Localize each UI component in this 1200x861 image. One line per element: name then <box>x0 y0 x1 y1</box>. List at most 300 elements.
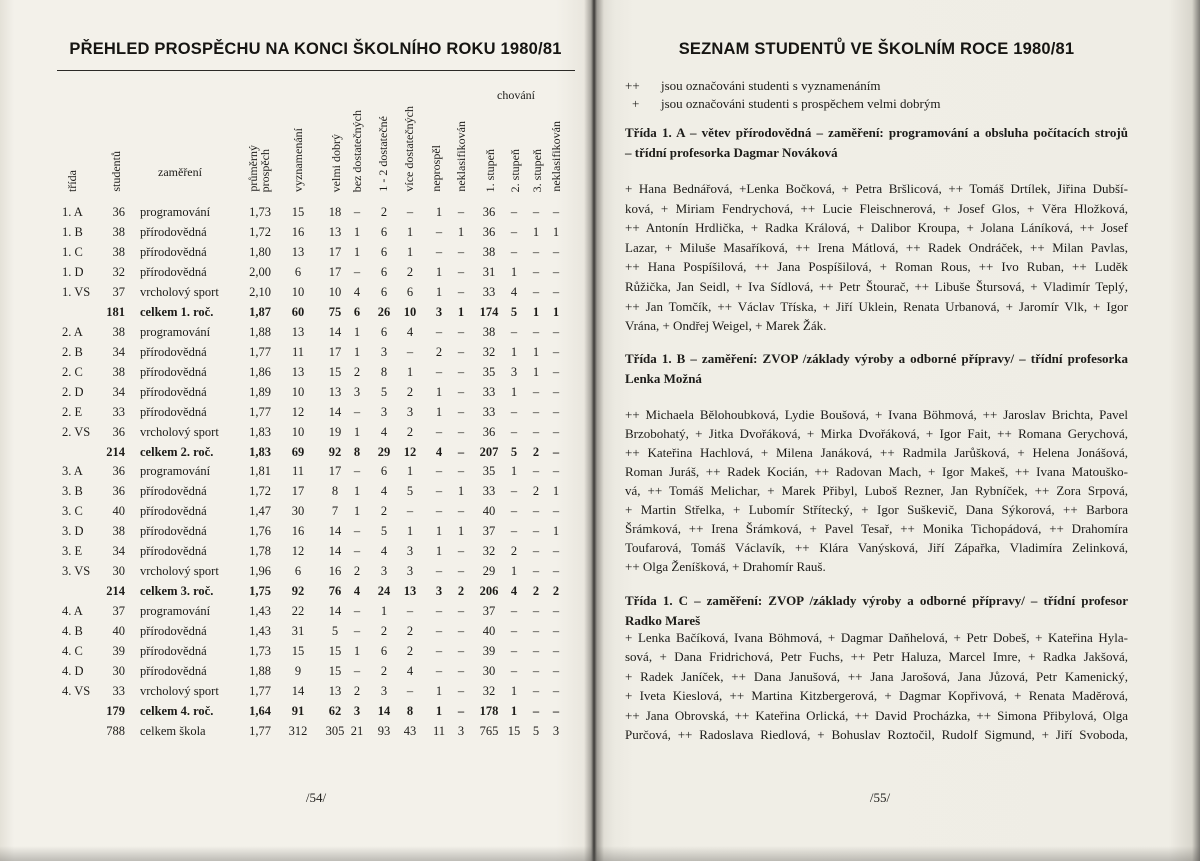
value-cell: 14 <box>328 544 342 559</box>
field-cell: přírodovědná <box>140 384 207 399</box>
value-cell: 3 <box>552 723 560 738</box>
value-cell: – <box>532 544 540 559</box>
column-header: neklasifikován <box>549 121 563 192</box>
value-cell: – <box>510 644 518 659</box>
value-cell: – <box>552 564 560 579</box>
student-list-line: + Radek Janíček, ++ Dana Janušová, ++ Jana Jarošová, Jana Jůzová, Petr Kamenický, <box>625 668 1128 684</box>
value-cell: 312 <box>288 723 308 738</box>
value-cell: 15 <box>507 723 521 738</box>
value-cell: 2 <box>380 205 388 219</box>
value-cell: 30 <box>482 664 496 679</box>
value-cell: – <box>457 424 465 439</box>
value-cell: 37 <box>482 604 496 619</box>
value-cell: 1 <box>353 324 361 339</box>
value-cell: – <box>510 244 518 259</box>
value-cell: – <box>532 205 540 219</box>
value-cell: – <box>353 404 361 419</box>
field-cell: programování <box>140 324 211 339</box>
page-title: PŘEHLED PROSPĚCHU NA KONCI ŠKOLNÍHO ROKU 1980/81 <box>69 40 562 58</box>
value-cell: – <box>435 364 443 379</box>
value-cell: 1 <box>457 224 465 239</box>
value-cell: 3 <box>435 584 443 599</box>
value-cell: 3 <box>380 684 388 699</box>
value-cell: 69 <box>291 444 305 459</box>
value-cell: 1 <box>510 704 518 718</box>
value-cell: 9 <box>294 664 302 679</box>
field-cell: přírodovědná <box>140 264 207 279</box>
value-cell: 1 <box>353 504 361 519</box>
value-cell: 1 <box>552 484 560 499</box>
student-list-line: + Martin Střelka, + Lubomír Střítecký, + Igor Suškevič, Dana Sýkorová, ++ Barbora <box>625 502 1128 517</box>
value-cell: 13 <box>291 244 305 259</box>
value-cell: – <box>510 424 518 439</box>
value-cell: 3 <box>353 704 361 718</box>
class-cell: 1. D <box>62 264 84 279</box>
column-header: 1 - 2 dostatečné <box>376 116 390 192</box>
value-cell: – <box>435 504 443 519</box>
value-cell: – <box>532 244 540 259</box>
value-cell: 1 <box>353 484 361 499</box>
students-cell: 40 <box>112 624 125 639</box>
value-cell: 15 <box>291 644 305 659</box>
value-cell: 2 <box>380 624 388 639</box>
value-cell: 37 <box>482 524 496 539</box>
column-header: studentů <box>109 151 123 192</box>
value-cell: 3 <box>510 364 518 379</box>
student-list-line: ++ Kateřina Hachlová, + Milena Janáková, ++ Radmila Jarůšková, + Helena Jonášová, <box>625 445 1128 460</box>
table-row <box>0 302 594 322</box>
section-heading-line: Lenka Možná <box>625 370 702 386</box>
value-cell: 1,77 <box>249 723 271 738</box>
student-list-line: vá, ++ Tomáš Melichar, + Marek Přibyl, Luboš Rezner, Jan Rybníček, ++ Zora Srpová, <box>625 483 1128 498</box>
field-cell: přírodovědná <box>140 544 207 559</box>
value-cell: 13 <box>291 324 305 339</box>
value-cell: 1 <box>510 564 518 579</box>
column-group-header: chování <box>497 88 535 102</box>
students-cell: 38 <box>112 224 125 239</box>
value-cell: – <box>435 484 443 499</box>
value-cell: – <box>457 205 465 219</box>
value-cell: 17 <box>328 464 342 479</box>
value-cell: 1,75 <box>249 584 271 599</box>
value-cell: 1 <box>380 604 388 619</box>
students-cell: 179 <box>106 704 125 718</box>
value-cell: 76 <box>328 584 342 599</box>
value-cell: 12 <box>403 444 417 459</box>
value-cell: 6 <box>380 464 388 479</box>
value-cell: 1 <box>435 524 443 539</box>
value-cell: 15 <box>328 364 342 379</box>
value-cell: – <box>552 404 560 419</box>
value-cell: 2 <box>380 664 388 679</box>
students-cell: 36 <box>112 484 125 499</box>
value-cell: 11 <box>291 344 305 359</box>
value-cell: 1 <box>353 644 361 659</box>
value-cell: 2 <box>552 584 560 599</box>
table-row <box>0 322 594 342</box>
legend-mark: + <box>632 96 640 111</box>
value-cell: 17 <box>328 264 342 279</box>
value-cell: 29 <box>377 444 391 459</box>
value-cell: 7 <box>331 504 339 519</box>
value-cell: 33 <box>482 484 496 499</box>
student-list-line: ková, + Miriam Fendrychová, ++ Lucie Fleischnerová, + Josef Glos, + Věra Hložková, <box>625 200 1128 216</box>
student-list-line: Růžička, Jan Seidl, + Iva Sídlová, ++ Petr Štourač, ++ Libuše Štursová, + Vladimír Teplý, <box>625 279 1128 294</box>
value-cell: 16 <box>291 524 305 539</box>
value-cell: 2 <box>353 684 361 699</box>
value-cell: 60 <box>291 304 305 319</box>
value-cell: – <box>457 684 465 699</box>
value-cell: 10 <box>328 284 342 299</box>
value-cell: – <box>435 664 443 679</box>
value-cell: – <box>532 664 540 679</box>
value-cell: – <box>532 264 540 279</box>
value-cell: 1,64 <box>249 704 271 718</box>
value-cell: – <box>457 284 465 299</box>
value-cell: – <box>435 424 443 439</box>
page-number: /55/ <box>869 790 891 805</box>
student-list-line: ++ Jan Tomčík, ++ Václav Tříska, + Jiří Uklein, Renata Urbanová, + Jaromír Vlk, + Igor <box>625 298 1128 314</box>
value-cell: 1,87 <box>249 304 271 319</box>
value-cell: 2 <box>406 644 414 659</box>
student-list-line: ++ Antonín Hrdlička, + Radka Králová, + Dalibor Kroupa, + Jolana Láníková, ++ Josef <box>625 220 1128 236</box>
class-cell: 2. A <box>62 324 83 339</box>
class-cell: 3. D <box>62 524 84 539</box>
field-cell: přírodovědná <box>140 344 207 359</box>
students-cell: 33 <box>112 684 125 699</box>
value-cell: 36 <box>482 424 496 439</box>
student-list-line: sová, + Dana Fridrichová, Petr Fuchs, ++ Petr Haluza, Marcel Imre, + Radka Jakšová, <box>625 649 1128 665</box>
value-cell: 2 <box>353 364 361 379</box>
gutter-shadow <box>584 0 604 861</box>
class-cell: 2. B <box>62 344 83 359</box>
value-cell: – <box>457 644 465 659</box>
value-cell: – <box>457 604 465 619</box>
value-cell: – <box>406 604 414 619</box>
student-list-line: Šrámková, ++ Irena Šrámková, + Pavel Tesař, ++ Monika Tichopádová, ++ Drahomíra <box>625 521 1128 536</box>
value-cell: – <box>532 504 540 519</box>
value-cell: – <box>435 244 443 259</box>
class-cell: 2. VS <box>62 424 91 439</box>
value-cell: 2 <box>457 584 465 599</box>
student-list-line: + Hana Bednářová, +Lenka Bočková, + Petra Bršlicová, ++ Tomáš Drtílek, Jiřina Dubší- <box>625 181 1128 196</box>
value-cell: 5 <box>510 444 518 459</box>
value-cell: – <box>552 464 560 479</box>
value-cell: 2 <box>406 264 414 279</box>
value-cell: 1,72 <box>249 484 271 499</box>
value-cell: 3 <box>380 404 388 419</box>
value-cell: 10 <box>291 424 305 439</box>
value-cell: 1,47 <box>249 504 271 519</box>
value-cell: 8 <box>331 484 339 499</box>
value-cell: – <box>406 684 414 699</box>
field-cell: přírodovědná <box>140 524 207 539</box>
value-cell: 6 <box>380 264 388 279</box>
value-cell: 24 <box>377 584 391 599</box>
value-cell: – <box>435 224 443 239</box>
value-cell: 1 <box>435 684 443 699</box>
value-cell: 1 <box>406 464 414 479</box>
student-list-line: ++ Michaela Bělohoubková, Lydie Boušová, + Ivana Böhmová, ++ Jaroslav Brichta, Pavel <box>625 407 1128 422</box>
value-cell: 2,00 <box>249 264 271 279</box>
value-cell: 1 <box>457 304 465 319</box>
class-cell: 3. VS <box>62 564 91 579</box>
table-row <box>0 701 594 721</box>
value-cell: 1,77 <box>249 404 271 419</box>
value-cell: 2 <box>532 584 540 599</box>
value-cell: – <box>552 684 560 699</box>
value-cell: 3 <box>406 564 414 579</box>
value-cell: – <box>353 464 361 479</box>
value-cell: – <box>457 504 465 519</box>
value-cell: 1,88 <box>249 324 271 339</box>
column-header: třída <box>65 170 79 192</box>
value-cell: 1 <box>457 524 465 539</box>
value-cell: 2 <box>435 344 443 359</box>
right-page <box>594 0 1200 861</box>
value-cell: 40 <box>482 624 496 639</box>
students-cell: 34 <box>112 384 125 399</box>
value-cell: – <box>552 384 560 399</box>
field-cell: přírodovědná <box>140 244 207 259</box>
table-row <box>0 521 594 541</box>
students-cell: 37 <box>112 604 125 619</box>
table-row <box>0 721 594 741</box>
value-cell: 1 <box>552 304 560 319</box>
value-cell: 206 <box>479 584 499 599</box>
value-cell: – <box>457 384 465 399</box>
students-cell: 32 <box>112 264 125 279</box>
value-cell: – <box>353 544 361 559</box>
value-cell: 3 <box>435 304 443 319</box>
value-cell: 6 <box>380 244 388 259</box>
value-cell: 1 <box>532 304 540 319</box>
legend-text: jsou označováni studenti s prospěchem velmi dobrým <box>661 96 941 111</box>
value-cell: 14 <box>328 524 342 539</box>
value-cell: 92 <box>291 584 305 599</box>
value-cell: 38 <box>482 244 496 259</box>
value-cell: 1 <box>510 384 518 399</box>
students-cell: 38 <box>112 244 125 259</box>
value-cell: 92 <box>328 444 342 459</box>
value-cell: – <box>510 404 518 419</box>
value-cell: – <box>532 384 540 399</box>
column-header: velmi dobrý <box>329 133 343 192</box>
value-cell: 6 <box>294 264 302 279</box>
value-cell: 2 <box>353 564 361 579</box>
value-cell: – <box>552 444 560 459</box>
student-list-line: ++ Olga Ženíšková, + Drahomír Rauš. <box>625 559 826 574</box>
value-cell: 1 <box>435 205 443 219</box>
column-header: průměrný <box>246 145 260 192</box>
value-cell: 6 <box>380 284 388 299</box>
value-cell: 1 <box>406 244 414 259</box>
field-cell: vrcholový sport <box>140 564 219 579</box>
value-cell: 1 <box>552 524 560 539</box>
value-cell: – <box>532 464 540 479</box>
value-cell: – <box>406 205 414 219</box>
value-cell: 4 <box>380 544 388 559</box>
value-cell: – <box>552 364 560 379</box>
field-cell: programování <box>140 604 211 619</box>
students-cell: 214 <box>106 584 125 599</box>
page-title: SEZNAM STUDENTŮ VE ŠKOLNÍM ROCE 1980/81 <box>678 40 1075 58</box>
field-cell: vrcholový sport <box>140 284 219 299</box>
students-cell: 30 <box>112 564 125 579</box>
value-cell: 22 <box>291 604 305 619</box>
value-cell: – <box>552 264 560 279</box>
student-list-line: ++ Jana Obrovská, ++ Kateřina Orlická, ++ David Procházka, ++ Simona Přibylová, Olga <box>625 707 1128 723</box>
class-cell: 2. D <box>62 384 84 399</box>
value-cell: – <box>552 324 560 339</box>
field-cell: celkem 2. roč. <box>140 444 214 459</box>
value-cell: 17 <box>291 484 305 499</box>
value-cell: 1 <box>532 344 540 359</box>
value-cell: – <box>510 524 518 539</box>
value-cell: 3 <box>380 564 388 579</box>
title-rule <box>57 70 575 71</box>
field-cell: celkem škola <box>140 723 206 738</box>
value-cell: 2 <box>532 444 540 459</box>
value-cell: 6 <box>380 324 388 339</box>
value-cell: – <box>353 604 361 619</box>
value-cell: 11 <box>291 464 305 479</box>
value-cell: 1,78 <box>249 544 271 559</box>
table-row <box>0 282 594 302</box>
field-cell: přírodovědná <box>140 644 207 659</box>
value-cell: 18 <box>328 205 342 219</box>
student-list-line: Roman Juráš, ++ Radek Kocián, ++ Radovan Mach, + Igor Makeš, ++ Ivana Matouško- <box>625 464 1128 479</box>
value-cell: 5 <box>380 384 388 399</box>
table-row <box>0 541 594 561</box>
value-cell: 1,80 <box>249 244 271 259</box>
field-cell: přírodovědná <box>140 364 207 379</box>
class-cell: 4. D <box>62 664 84 679</box>
value-cell: 1,88 <box>249 664 271 679</box>
table-row <box>0 422 594 442</box>
value-cell: 2 <box>406 624 414 639</box>
value-cell: 12 <box>291 404 305 419</box>
student-list-line: + Iveta Kieslová, ++ Martina Kitzbergerová, + Dagmar Kopřivová, + Renata Maděrová, <box>625 688 1128 704</box>
value-cell: 1,96 <box>249 564 271 579</box>
value-cell: – <box>510 324 518 339</box>
value-cell: – <box>552 624 560 639</box>
value-cell: – <box>353 205 361 219</box>
student-list-line: Toufarová, Tomáš Václavík, ++ Klára Vanýsková, Jiří Zápařka, Vladimíra Zelinková, <box>625 540 1128 555</box>
value-cell: – <box>552 664 560 679</box>
value-cell: – <box>532 704 540 718</box>
value-cell: – <box>510 205 518 219</box>
value-cell: – <box>510 504 518 519</box>
student-list-line: Vrána, + Ondřej Weigel, + Marek Žák. <box>625 318 827 334</box>
value-cell: 207 <box>479 444 499 459</box>
value-cell: – <box>457 324 465 339</box>
page-number: /54/ <box>305 790 327 805</box>
value-cell: – <box>353 624 361 639</box>
value-cell: – <box>435 564 443 579</box>
value-cell: 1,83 <box>249 424 271 439</box>
value-cell: 13 <box>328 384 342 399</box>
column-header: neprospěl <box>429 145 443 192</box>
value-cell: 1,77 <box>249 344 271 359</box>
value-cell: 13 <box>403 584 417 599</box>
class-cell: 4. A <box>62 604 83 619</box>
table-row <box>0 382 594 402</box>
value-cell: 5 <box>510 304 518 319</box>
value-cell: 1 <box>435 704 443 718</box>
value-cell: 14 <box>328 404 342 419</box>
value-cell: 1,81 <box>249 464 271 479</box>
column-header: zaměření <box>158 165 202 179</box>
value-cell: – <box>435 624 443 639</box>
table-row <box>0 262 594 282</box>
value-cell: 33 <box>482 404 496 419</box>
value-cell: 8 <box>353 444 361 459</box>
value-cell: – <box>510 624 518 639</box>
value-cell: 178 <box>479 704 499 718</box>
students-cell: 34 <box>112 544 125 559</box>
field-cell: celkem 3. roč. <box>140 584 214 599</box>
value-cell: – <box>532 684 540 699</box>
value-cell: 75 <box>328 304 342 319</box>
student-list-line: Purčová, ++ Radoslava Riedlová, + Bohuslav Roztočil, Rudolf Sigmund, + Jiří Svoboda, <box>625 727 1128 742</box>
column-header: 1. stupeň <box>483 148 497 192</box>
value-cell: 2,10 <box>249 284 271 299</box>
value-cell: 3 <box>406 404 414 419</box>
table-row <box>0 222 594 242</box>
value-cell: 4 <box>406 664 414 679</box>
value-cell: 93 <box>377 723 391 738</box>
students-cell: 30 <box>112 664 125 679</box>
table-row <box>0 661 594 681</box>
value-cell: 1 <box>353 224 361 239</box>
value-cell: – <box>406 504 414 519</box>
value-cell: 4 <box>380 424 388 439</box>
value-cell: 19 <box>328 424 342 439</box>
value-cell: 33 <box>482 384 496 399</box>
value-cell: 33 <box>482 284 496 299</box>
value-cell: 31 <box>291 624 305 639</box>
value-cell: – <box>457 664 465 679</box>
value-cell: – <box>353 264 361 279</box>
class-cell: 1. VS <box>62 284 91 299</box>
value-cell: 17 <box>328 344 342 359</box>
class-cell: 3. A <box>62 464 83 479</box>
section-heading-line: Třída 1. A – větev přírodovědná – zaměření: programování a obsluha počítacích strojů <box>625 125 1128 140</box>
column-header: bez dostatečných <box>350 109 364 192</box>
value-cell: – <box>532 324 540 339</box>
value-cell: 1 <box>457 484 465 499</box>
legend-mark: ++ <box>625 78 640 93</box>
value-cell: 174 <box>479 304 499 319</box>
column-header: více dostatečných <box>402 106 416 192</box>
column-header: 3. stupeň <box>530 148 544 192</box>
value-cell: – <box>406 344 414 359</box>
value-cell: 1,83 <box>249 444 271 459</box>
value-cell: 15 <box>328 664 342 679</box>
value-cell: 1 <box>435 404 443 419</box>
value-cell: 1,73 <box>249 205 271 219</box>
value-cell: 15 <box>291 205 305 219</box>
value-cell: 14 <box>377 704 391 718</box>
value-cell: 1 <box>353 244 361 259</box>
value-cell: 12 <box>291 544 305 559</box>
value-cell: – <box>510 224 518 239</box>
students-cell: 36 <box>112 464 125 479</box>
value-cell: 14 <box>291 684 305 699</box>
section-heading-line: Třída 1. C – zaměření: ZVOP /základy výroby a odborné přípravy/ – třídní profesor <box>625 593 1128 608</box>
field-cell: vrcholový sport <box>140 424 219 439</box>
